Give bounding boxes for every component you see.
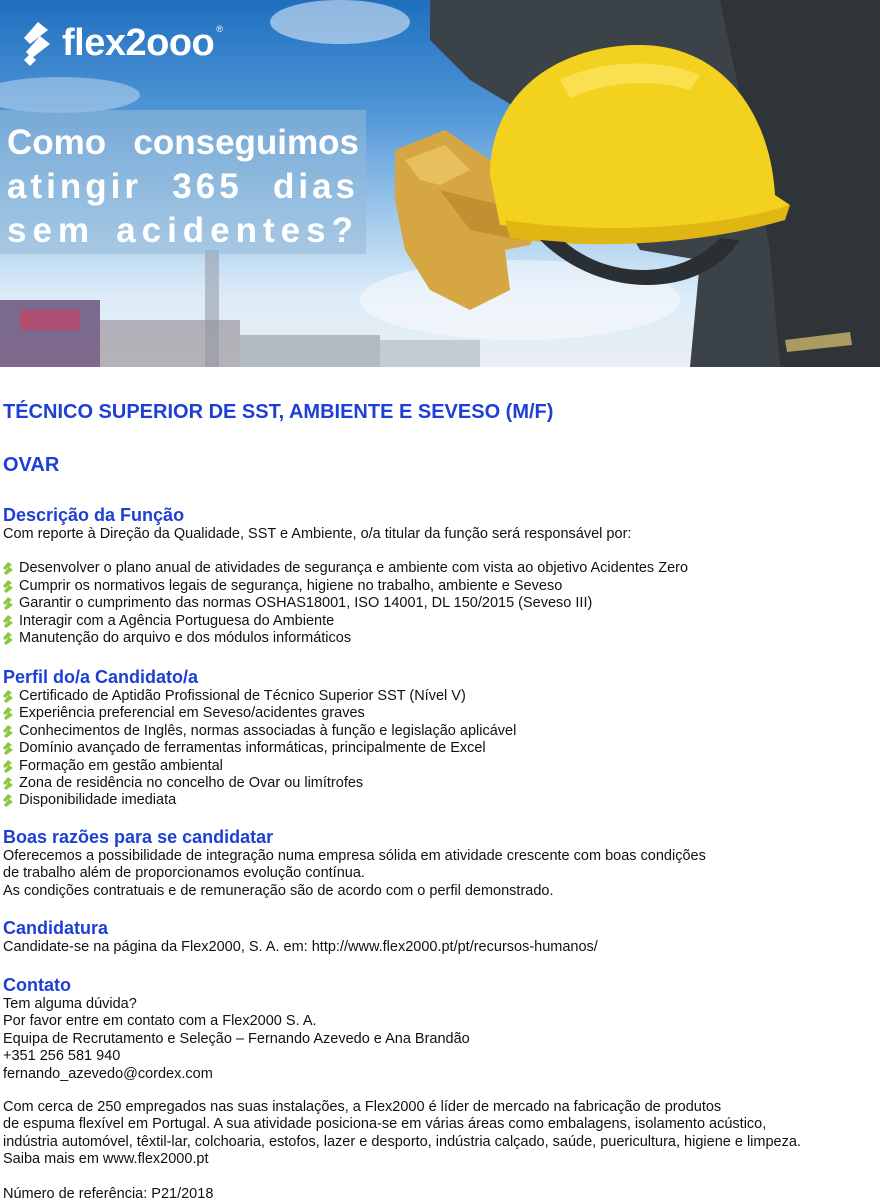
- reference-section: [3, 1186, 873, 1203]
- section-title: Boas razões para se candidatar: [3, 827, 274, 847]
- list-item: Experiência preferencial em Seveso/acidentes graves: [3, 705, 873, 722]
- section-title: Perfil do/a Candidato/a: [3, 667, 199, 687]
- profile-list: [3, 688, 873, 810]
- headline-line: sem acidentes?: [7, 211, 359, 250]
- bullet-icon: [3, 742, 13, 755]
- profile-section: [3, 666, 873, 810]
- bullet-icon: [3, 760, 13, 773]
- application-section: [3, 917, 873, 956]
- bullet-icon: [3, 707, 13, 720]
- about-line: indústria automóvel, têxtil-lar, colchoaria, estofos, lazer e desporto, indústria calçado, saúde, puericultura, higiene e limpeza.: [3, 1133, 801, 1150]
- about-line: Com cerca de 250 empregados nas suas instalações, a Flex2000 é líder de mercado na fabricação de produtos: [3, 1099, 722, 1115]
- registered-mark: ®: [216, 24, 223, 34]
- bullet-icon: [3, 632, 13, 645]
- description-intro: Com reporte à Direção da Qualidade, SST e Ambiente, o/a titular da função será responsável por:: [3, 526, 632, 542]
- list-item: Cumprir os normativos legais de segurança, higiene no trabalho, ambiente e Seveso: [3, 578, 873, 595]
- list-item: Certificado de Aptidão Profissional de Técnico Superior SST (Nível V): [3, 688, 873, 705]
- reasons-section: [3, 826, 873, 900]
- contact-section: [3, 974, 873, 1083]
- reference-number: Número de referência: P21/2018: [3, 1186, 214, 1202]
- headline-line: atingir 365 dias: [7, 167, 359, 206]
- bullet-icon: [3, 580, 13, 593]
- about-line: de espuma flexível em Portugal. A sua atividade posiciona-se em várias áreas como embalagens, isolamento acústico,: [3, 1116, 767, 1133]
- description-section: [3, 504, 873, 647]
- contact-line: Por favor entre em contato com a Flex2000 S. A.: [3, 1013, 317, 1030]
- headline-line: Como conseguimos: [7, 123, 359, 162]
- list-item: Desenvolver o plano anual de atividades de segurança e ambiente com vista ao objetivo Acidentes Zero: [3, 560, 873, 577]
- bullet-icon: [3, 777, 13, 790]
- application-text[interactable]: Candidate-se na página da Flex2000, S. A. em: http://www.flex2000.pt/pt/recursos-humanos/: [3, 939, 598, 955]
- about-line: Saiba mais em www.flex2000.pt: [3, 1151, 209, 1168]
- bullet-icon: [3, 690, 13, 703]
- contact-phone[interactable]: +351 256 581 940: [3, 1048, 121, 1065]
- reasons-line: As condições contratuais e de remuneração são de acordo com o perfil demonstrado.: [3, 882, 554, 899]
- bullet-icon: [3, 794, 13, 807]
- contact-line: Tem alguma dúvida?: [3, 996, 137, 1012]
- reasons-line: Oferecemos a possibilidade de integração numa empresa sólida em atividade crescente com boas condições: [3, 848, 706, 864]
- brand-logo[interactable]: [22, 20, 223, 66]
- section-title: Descrição da Função: [3, 505, 185, 525]
- contact-line: Equipa de Recrutamento e Seleção – Fernando Azevedo e Ana Brandão: [3, 1030, 470, 1047]
- brand-name: flex2ooo: [62, 21, 215, 64]
- hero-headline: [7, 121, 359, 253]
- list-item: Conhecimentos de Inglês, normas associadas à função e legislação aplicável: [3, 723, 873, 740]
- bullet-icon: [3, 562, 13, 575]
- job-title: TÉCNICO SUPERIOR DE SST, AMBIENTE E SEVESO (M/F): [3, 401, 554, 423]
- flex-logo-icon: [22, 20, 56, 66]
- description-list: [3, 560, 873, 647]
- hero-banner: [0, 0, 880, 367]
- bullet-icon: [3, 725, 13, 738]
- list-item: Domínio avançado de ferramentas informáticas, principalmente de Excel: [3, 740, 873, 757]
- bullet-icon: [3, 615, 13, 628]
- list-item: Interagir com a Agência Portuguesa do Ambiente: [3, 613, 873, 630]
- list-item: Formação em gestão ambiental: [3, 758, 873, 775]
- bullet-icon: [3, 597, 13, 610]
- job-location: OVAR: [3, 454, 60, 476]
- list-item: Manutenção do arquivo e dos módulos informáticos: [3, 630, 873, 647]
- section-title: Contato: [3, 975, 71, 995]
- list-item: Garantir o cumprimento das normas OSHAS18001, ISO 14001, DL 150/2015 (Seveso III): [3, 595, 873, 612]
- list-item: Zona de residência no concelho de Ovar ou limítrofes: [3, 775, 873, 792]
- reasons-line: de trabalho além de proporcionamos evolução contínua.: [3, 865, 365, 882]
- about-section: [3, 1099, 873, 1169]
- contact-email[interactable]: fernando_azevedo@cordex.com: [3, 1065, 213, 1082]
- section-title: Candidatura: [3, 918, 109, 938]
- list-item: Disponibilidade imediata: [3, 792, 873, 809]
